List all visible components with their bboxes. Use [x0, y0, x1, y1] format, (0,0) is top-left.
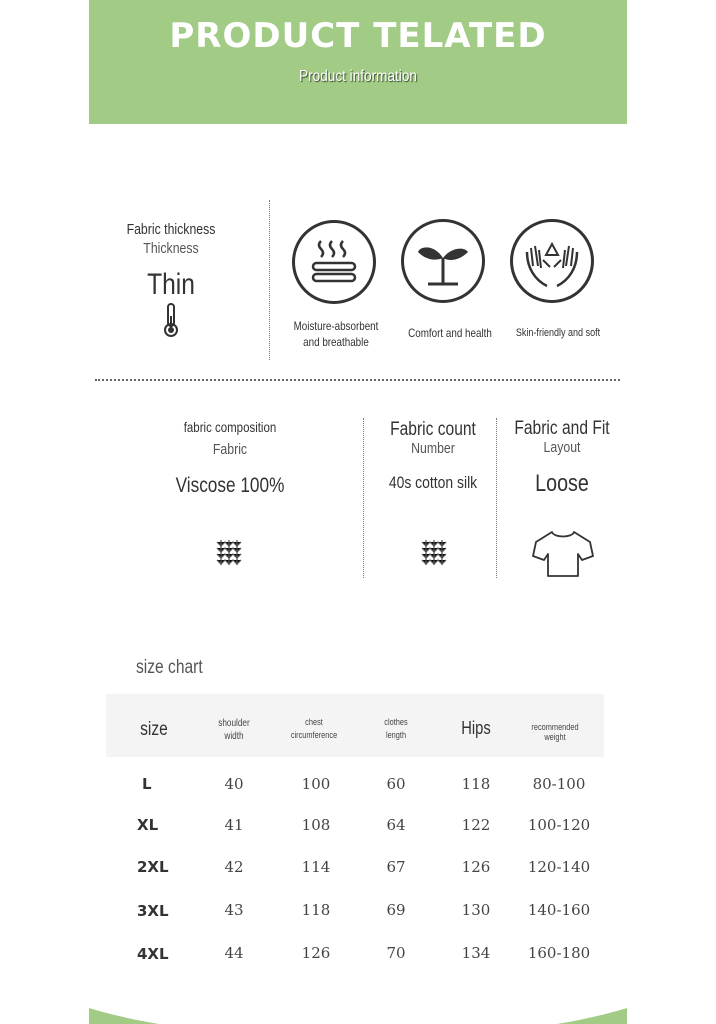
divider	[496, 418, 497, 578]
chest-cell: 118	[301, 901, 331, 919]
size-cell: 3XL	[137, 902, 169, 920]
moisture-icon	[292, 220, 376, 304]
decorative-corner	[557, 1008, 627, 1024]
page-title: PRODUCT TELATED	[169, 16, 547, 56]
shoulder-cell: 44	[224, 944, 244, 962]
size-table-header	[106, 694, 604, 757]
weight-cell: 120-140	[527, 858, 591, 876]
thickness-value: Thin	[147, 268, 195, 301]
length-cell: 69	[386, 901, 406, 919]
size-cell: XL	[137, 816, 159, 834]
header-shoulder: width	[224, 731, 244, 742]
weight-cell: 160-180	[527, 944, 591, 962]
header-size: size	[140, 719, 168, 740]
hips-cell: 130	[461, 901, 491, 919]
shoulder-cell: 42	[224, 858, 244, 876]
fit-label: Fabric and Fit	[514, 418, 610, 439]
length-cell: 64	[386, 816, 406, 834]
feature-caption: Moisture-absorbent	[293, 319, 379, 333]
thickness-sublabel: Thickness	[143, 240, 199, 257]
shoulder-cell: 40	[224, 775, 244, 793]
header-weight: recommended weight	[531, 722, 579, 742]
tshirt-icon	[532, 530, 594, 578]
shoulder-cell: 41	[224, 816, 244, 834]
count-label: Fabric count	[390, 419, 476, 440]
fabric-texture-icon	[420, 538, 448, 566]
hips-cell: 134	[461, 944, 491, 962]
weight-cell: 100-120	[527, 816, 591, 834]
size-cell: L	[142, 775, 152, 793]
size-chart-title: size chart	[136, 657, 203, 678]
divider	[269, 200, 270, 360]
header-chest: circumference	[290, 730, 338, 740]
shoulder-cell: 43	[224, 901, 244, 919]
chest-cell: 108	[301, 816, 331, 834]
header-hips: Hips	[461, 718, 491, 738]
size-cell: 4XL	[137, 945, 169, 963]
fabric-texture-icon	[215, 538, 243, 566]
composition-sublabel: Fabric	[212, 441, 248, 458]
divider	[363, 418, 364, 578]
header-chest: chest	[305, 717, 323, 727]
count-sublabel: Number	[411, 440, 455, 457]
page-subtitle: Product information	[299, 68, 417, 85]
feature-caption: and breathable	[303, 335, 369, 349]
composition-value: Viscose 100%	[175, 474, 285, 497]
thickness-label: Fabric thickness	[126, 221, 216, 238]
fit-value: Loose	[535, 470, 589, 497]
chest-cell: 114	[301, 858, 331, 876]
recycle-hands-icon	[510, 219, 594, 303]
header-length: clothes	[384, 717, 408, 727]
header-shoulder: shoulder	[218, 718, 250, 729]
chest-cell: 100	[301, 775, 331, 793]
count-value: 40s cotton silk	[388, 473, 478, 492]
length-cell: 60	[386, 775, 406, 793]
hips-cell: 118	[461, 775, 491, 793]
length-cell: 67	[386, 858, 406, 876]
fit-sublabel: Layout	[543, 439, 581, 456]
header-banner	[89, 0, 627, 124]
hips-cell: 126	[461, 858, 491, 876]
section-divider	[95, 379, 620, 381]
weight-cell: 140-160	[527, 901, 591, 919]
thermometer-icon	[160, 302, 182, 338]
weight-cell: 80-100	[532, 775, 586, 793]
size-cell: 2XL	[137, 858, 169, 876]
length-cell: 70	[386, 944, 406, 962]
hips-cell: 122	[461, 816, 491, 834]
feature-caption: Comfort and health	[408, 326, 492, 340]
decorative-corner	[89, 1008, 159, 1024]
sprout-icon	[401, 219, 485, 303]
composition-label: fabric composition	[183, 419, 277, 435]
chest-cell: 126	[301, 944, 331, 962]
feature-caption: Skin-friendly and soft	[515, 327, 601, 339]
header-length: length	[385, 730, 407, 740]
